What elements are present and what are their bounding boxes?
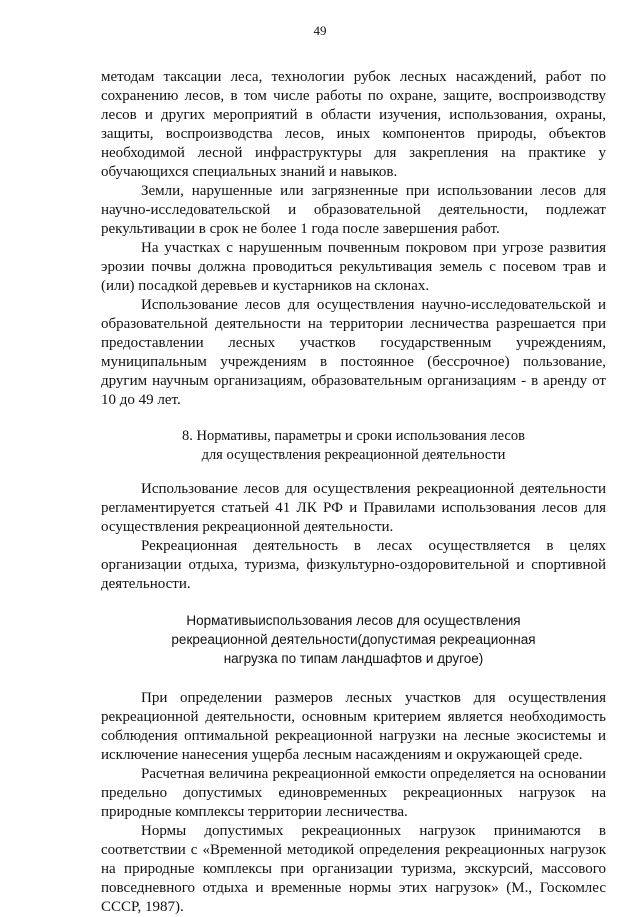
page-body [101,68,606,917]
paragraph-recreation-regulation: Использование лесов для осуществления рекреационной деятельности регламентируется статьей 41 ЛК РФ и Правилами использования лесов для осуществления рекреационной деятельности. [101,481,606,535]
paragraph-land-rehabilitation: Земли, нарушенные или загрязненные при использовании лесов для научно-исследовательской и образовательной деятельности, подлежат рекультивации в срок не более 1 года после завершения работ. [101,183,606,237]
subsection-heading-line: Нормативыиспользования лесов для осуществления [186,613,521,628]
paragraph-load-norms: Нормы допустимых рекреационных нагрузок принимаются в соответствии с «Временной методикой определения рекреационных нагрузок на природные комплексы при организации туризма, экскурсий, массового повседневного отдыха и временные нормы этих нагрузок» (М., Госкомлес СССР, 1987). [101,823,606,915]
section-8-heading-line: для осуществления рекреационной деятельности [201,447,506,463]
subsection-heading-line: нагрузка по типам ландшафтов и другое) [223,651,484,666]
subsection-heading [101,611,606,668]
paragraph-recreation-capacity: Расчетная величина рекреационной емкости определяется на основании предельно допустимых единовременных рекреационных нагрузок на природные комплексы территории лесничества. [101,766,606,820]
paragraph-continued: методам таксации леса, технологии рубок лесных насаждений, работ по сохранению лесов, в том числе работы по охране, защите, воспроизводству лесов и других мероприятий в области изучения, использования, охраны, защиты, воспроизводства лесов, иных компонентов природы, объектов необходимой лесной инфраструктуры для закрепления на практике у обучающихся специальных знаний и навыков. [101,69,606,180]
page-number: 49 [313,23,327,38]
paragraph-research-use: Использование лесов для осуществления научно-исследовательской и образовательной деятельности на территории лесничества разрешается при предоставлении лесных участков государственным учреждениям, муниципальным учреждениям в постоянное (бессрочное) пользование, другим научным организациям, образовательным организациям - в аренду от 10 до 49 лет. [101,297,606,408]
subsection-heading-line: рекреационной деятельности(допустимая рекреационная [171,632,536,647]
paragraph-plot-size-criteria: При определении размеров лесных участков для осуществления рекреационной деятельности, основным критерием является необходимость соблюдения оптимальной рекреационной нагрузки на лесные экосистемы и исключение нанесения ущерба лесным насаждениям и окружающей среде. [101,690,606,763]
paragraph-recreation-purpose: Рекреационная деятельность в лесах осуществляется в целях организации отдыха, туризма, физкультурно-оздоровительной и спортивной деятельности. [101,538,606,592]
paragraph-erosion: На участках с нарушенным почвенным покровом при угрозе развития эрозии почвы должна проводиться рекультивация земель с посевом трав и (или) посадкой деревьев и кустарников на склонах. [101,240,606,294]
section-8-heading-line: 8. Нормативы, параметры и сроки использования лесов [182,428,525,444]
section-8-heading [101,427,606,465]
